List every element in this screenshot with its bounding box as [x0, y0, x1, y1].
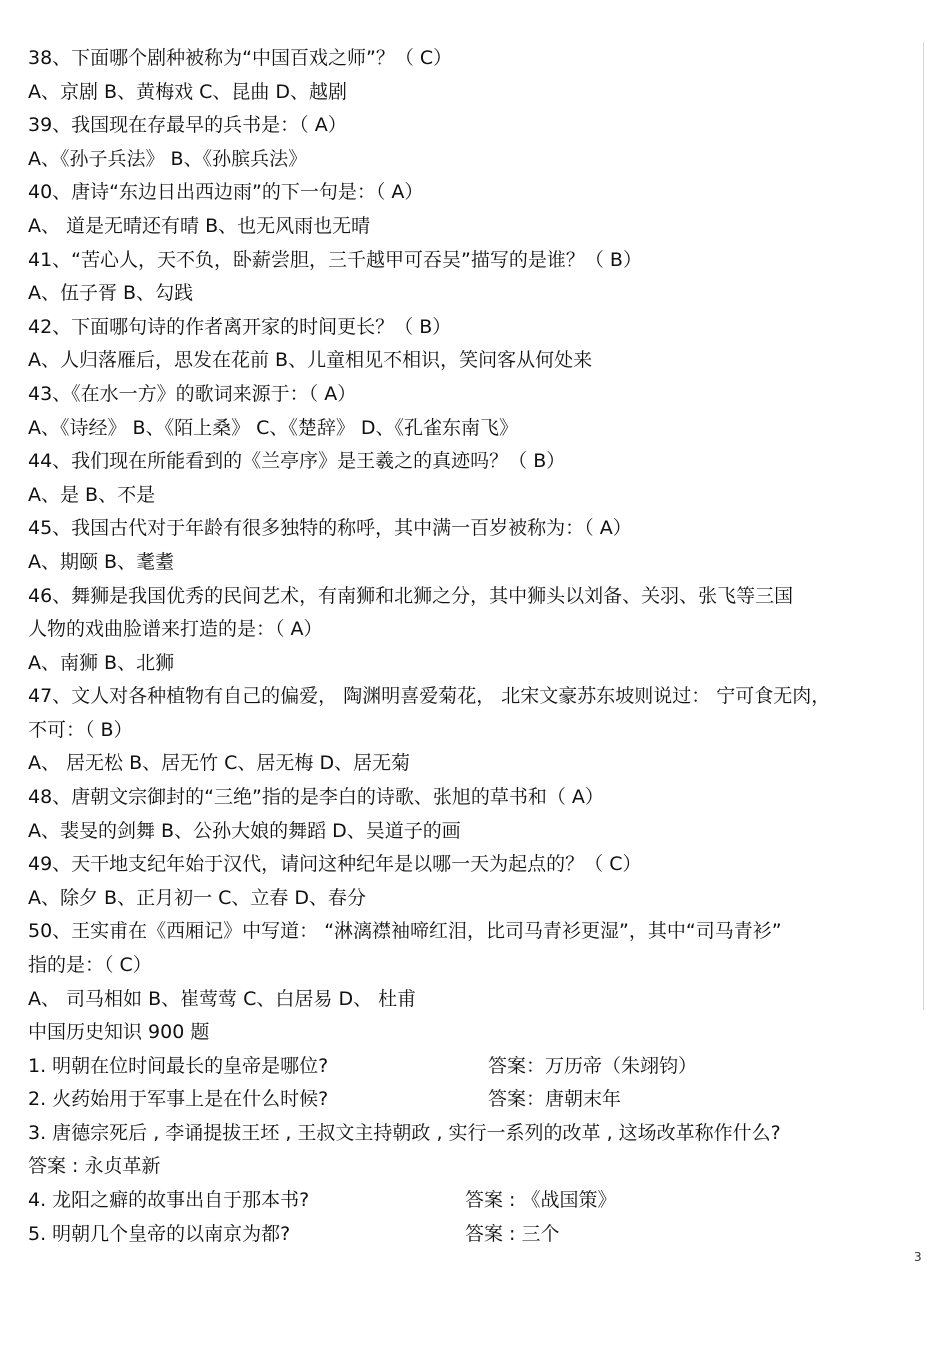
quiz-line: A、 道是无晴还有晴 B、也无风雨也无晴: [28, 214, 371, 237]
section-title: 中国历史知识 900 题: [28, 1021, 210, 1043]
quiz-line: A、 司马相如 B、崔莺莺 C、白居易 D、 杜甫: [28, 987, 417, 1010]
question-text: 4. 龙阳之癖的故事出自于那本书?: [28, 1188, 310, 1211]
quiz-line: A、是 B、不是: [28, 483, 156, 506]
history-item: [28, 1083, 908, 1117]
quiz-line: 不可：（ B）: [28, 718, 133, 741]
quiz-line: A、裴旻的剑舞 B、公孙大娘的舞蹈 D、吴道子的画: [28, 819, 461, 842]
quiz-line: A、 居无松 B、居无竹 C、居无梅 D、居无菊: [28, 752, 411, 775]
history-item: [28, 1050, 908, 1084]
quiz-line: A、期颐 B、耄耋: [28, 550, 175, 573]
quiz-line: A、人归落雁后，思发在花前 B、儿童相见不相识，笑问客从何处来: [28, 349, 593, 372]
history-item: [28, 1117, 908, 1151]
quiz-line: A、伍子胥 B、勾践: [28, 282, 194, 305]
answer-text: 答案 : 《战国策》: [465, 1188, 617, 1211]
quiz-line: 39、我国现在存最早的兵书是：（ A）: [28, 114, 347, 137]
quiz-line: 41、“苦心人，天不负，卧薪尝胆，三千越甲可吞吴”描写的是谁？（ B）: [28, 248, 642, 271]
quiz-line: A、除夕 B、正月初一 C、立春 D、春分: [28, 886, 367, 909]
history-item: [28, 1150, 908, 1184]
question-text: 3. 唐德宗死后 , 李诵提拔王坯 , 王叔文主持朝政 , 实行一系列的改革 , 这场改革称作什么?: [28, 1121, 781, 1144]
history-title: [28, 1016, 908, 1050]
answer-text: 答案 : 三个: [465, 1222, 560, 1245]
quiz-line: 38、下面哪个剧种被称为“中国百戏之师”？（ C）: [28, 47, 453, 69]
history-item: [28, 1184, 908, 1218]
answer-text: 答案：万历帝（朱翊钧）: [488, 1054, 698, 1077]
quiz-line: 44、我们现在所能看到的《兰亭序》是王羲之的真迹吗？（ B）: [28, 450, 566, 473]
quiz-line: 50、王实甫在《西厢记》中写道： “淋漓襟袖啼红泪，比司马青衫更湿”，其中“司马青衫”: [28, 920, 782, 943]
quiz-line: 42、下面哪句诗的作者离开家的时间更长？（ B）: [28, 315, 452, 338]
right-margin-rule: [923, 42, 924, 1010]
quiz-line: 49、天干地支纪年始于汉代，请问这种纪年是以哪一天为起点的？（ C）: [28, 853, 642, 876]
quiz-line: 40、唐诗“东边日出西边雨”的下一句是：（ A）: [28, 181, 424, 204]
history-item: [28, 1218, 908, 1252]
history-section: [28, 1016, 908, 1251]
quiz-line: 人物的戏曲脸谱来打造的是：（ A）: [28, 618, 323, 641]
quiz-line: A、南狮 B、北狮: [28, 651, 175, 674]
quiz-line: 47、文人对各种植物有自己的偏爱， 陶渊明喜爱菊花， 北宋文豪苏东坡则说过： 宁可食无肉，: [28, 685, 831, 708]
quiz-line: 43、《在水一方》的歌词来源于：（ A）: [28, 382, 357, 405]
question-text: 5. 明朝几个皇帝的以南京为都?: [28, 1222, 291, 1245]
answer-text: 答案 : 永贞革新: [28, 1155, 161, 1178]
quiz-section: [28, 42, 908, 1016]
answer-text: 答案：唐朝末年: [488, 1088, 622, 1111]
question-text: 2. 火药始用于军事上是在什么时候?: [28, 1088, 329, 1111]
page-number: 3: [914, 1250, 922, 1264]
quiz-line: 46、舞狮是我国优秀的民间艺术，有南狮和北狮之分，其中狮头以刘备、关羽、张飞等三国: [28, 584, 794, 607]
quiz-line: A、京剧 B、黄梅戏 C、昆曲 D、越剧: [28, 80, 348, 103]
question-text: 1. 明朝在位时间最长的皇帝是哪位?: [28, 1054, 329, 1077]
quiz-line: 指的是：（ C）: [28, 954, 152, 977]
quiz-line: A、《诗经》 B、《陌上桑》 C、《楚辞》 D、《孔雀东南飞》: [28, 416, 519, 439]
quiz-line: 45、我国古代对于年龄有很多独特的称呼，其中满一百岁被称为：（ A）: [28, 517, 632, 540]
quiz-line: 48、唐朝文宗御封的“三绝”指的是李白的诗歌、张旭的草书和（ A）: [28, 786, 604, 809]
quiz-line: A、《孙子兵法》 B、《孙膑兵法》: [28, 147, 308, 170]
